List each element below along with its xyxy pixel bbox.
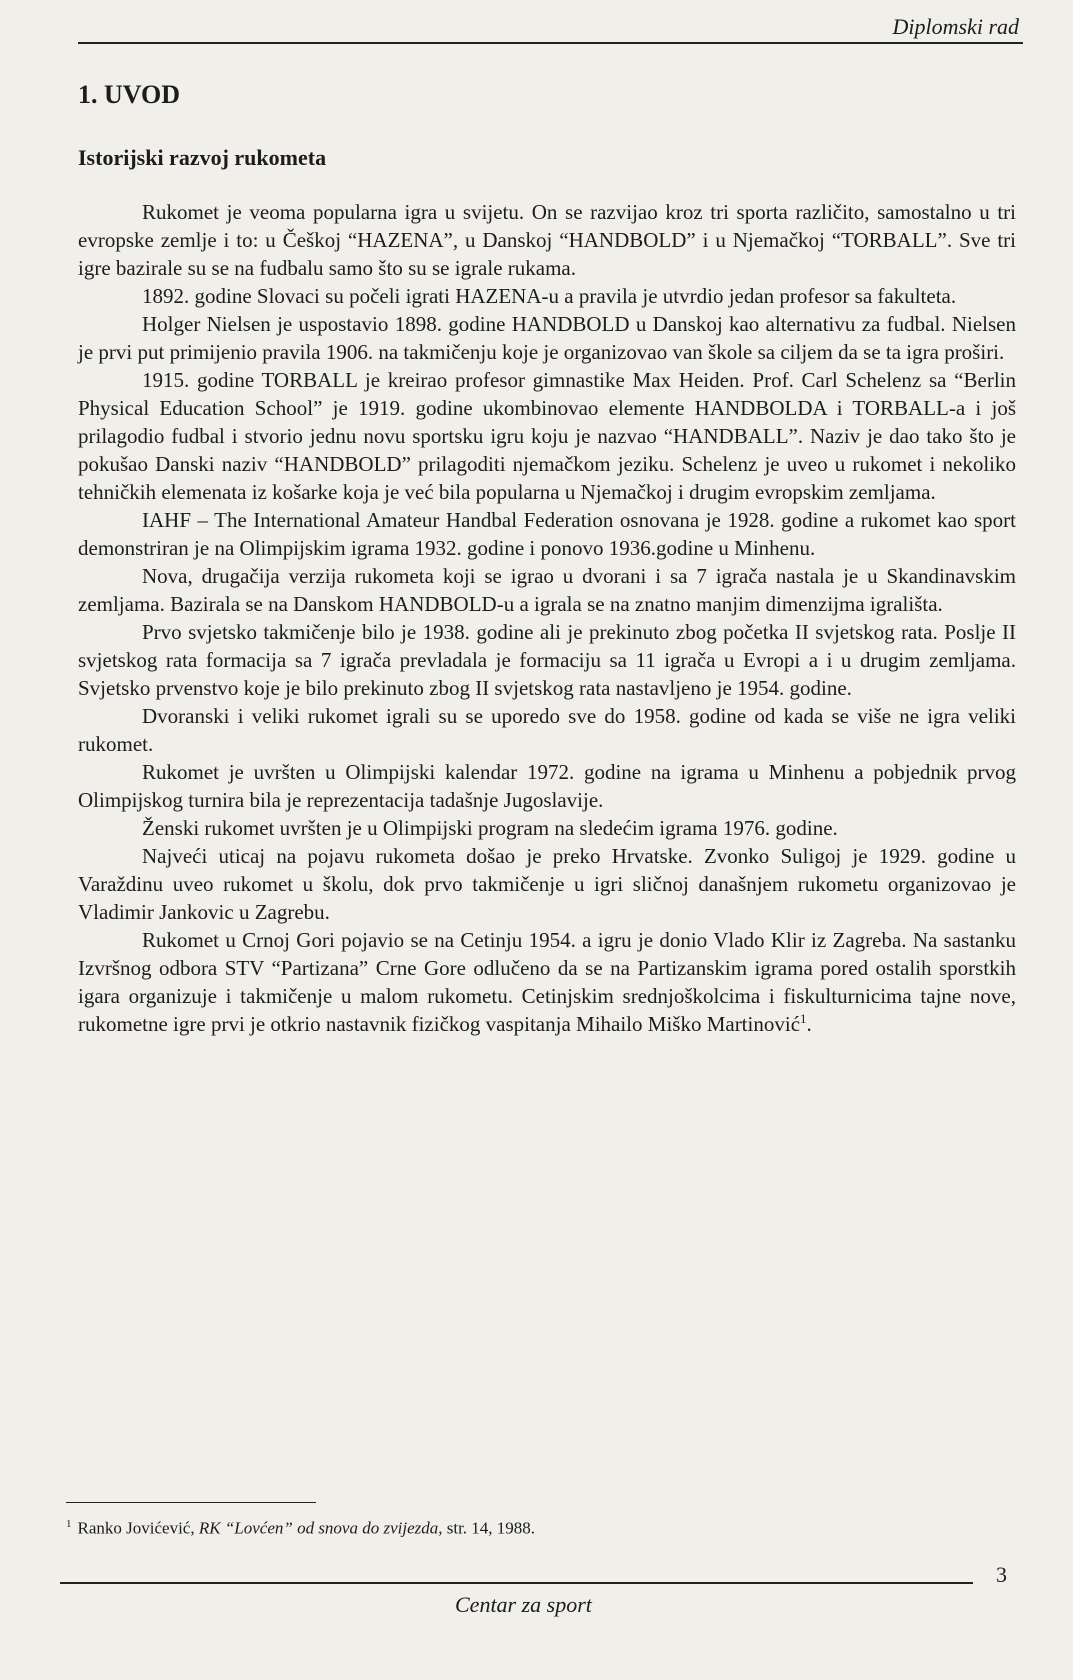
paragraph-with-footnote: Rukomet u Crnoj Gori pojavio se na Cetinju 1954. a igru je donio Vlado Klir iz Zagreba. Na sastanku Izvršnog odbora STV “Partizana” Crne Gore odlučeno da se na Partizanskim igrama pored ostalih sporstkih igara organizuje i takmičenje u malom rukometu. Cetinjskim srednjoškolcima i fiskulturnicima tajne nove, rukometne igre prvi je otkrio nastavnik fizičkog vaspitanja Mihailo Miško Martinović$^1$.: [78, 928, 1016, 1036]
footnote-reference: 1: [800, 1011, 807, 1026]
paragraph-text: Rukomet u Crnoj Gori pojavio se na Cetinju 1954. a igru je donio Vlado Klir iz Zagreba. Na sastanku Izvršnog odbora STV “Partizana” Crne Gore odlučeno da se na Partizanskim igrama pored ostalih sporstkih igara organizuje i takmičenje u malom rukometu. Cetinjskim srednjoškolcima i fiskulturnicima tajne nove, rukometne igre prvi je otkrio nastavnik fizičkog vaspitanja Mihailo Miško Martinović: [78, 928, 1016, 1036]
paragraph: Nova, drugačija verzija rukometa koji se igrao u dvorani i sa 7 igrača nastala je u Skandinavskim zemljama. Bazirala se na Danskom HANDBOLD-u a igrala se na znatno manjim dimenzijma igrališta.: [78, 564, 1016, 616]
footnote-rest: , str. 14, 1988.: [438, 1518, 536, 1538]
header-rule: [78, 42, 1023, 44]
paragraph: 1892. godine Slovaci su počeli igrati HAZENA-u a pravila je utvrdio jedan profesor sa fakulteta.: [142, 284, 957, 308]
paragraph: Dvoranski i veliki rukomet igrali su se uporedo sve do 1958. godine od kada se više ne igra veliki rukomet.: [78, 704, 1016, 756]
footnote-rule: [66, 1502, 316, 1503]
paragraph: Najveći uticaj na pojavu rukometa došao je preko Hrvatske. Zvonko Suligoj je 1929. godine u Varaždinu uveo rukomet u školu, dok prvo takmičenje u igri sličnoj današnjem rukometu organizovao je Vladimir Jankovic u Zagrebu.: [78, 844, 1016, 924]
chapter-title: 1. UVOD: [78, 80, 181, 109]
paragraph: Rukomet je veoma popularna igra u svijetu. On se razvijao kroz tri sporta različito, samostalno u tri evropske zemlje i to: u Češkoj “HAZENA”, u Danskoj “HANDBOLD” i u Njemačkoj “TORBALL”. Sve tri igre bazirale su se na fudbalu samo što su se igrale rukama.: [78, 200, 1016, 280]
running-header: Diplomski rad: [892, 14, 1019, 39]
footer-rule: [60, 1582, 973, 1584]
body-text: [78, 198, 1016, 1038]
paragraph: IAHF – The International Amateur Handbal Federation osnovana je 1928. godine a rukomet kao sport demonstriran je na Olimpijskim igrama 1932. godine i ponovo 1936.godine u Minhenu.: [78, 508, 1016, 560]
paragraph: 1915. godine TORBALL je kreirao profesor gimnastike Max Heiden. Prof. Carl Schelenz sa “Berlin Physical Education School” je 1919. godine ukombinovao elemente HANDBOLDA i TORBALL-a i još prilagodio fudbal i stvorio jednu novu sportsku igru koju je nazvao “HANDBALL”. Naziv je dao tako što je pokušao Danski naziv “HANDBOLD” prilagoditi njemačkom jeziku. Schelenz je uveo u rukomet i nekoliko tehničkih elemenata iz košarke koja je već bila popularna u Njemačkoj i drugim evropskim zemljama.: [78, 368, 1016, 504]
footnote-mark: 1: [66, 1518, 72, 1530]
running-footer: Centar za sport: [455, 1592, 592, 1617]
paragraph: Rukomet je uvršten u Olimpijski kalendar 1972. godine na igrama u Minhenu a pobjednik prvog Olimpijskog turnira bila je reprezentacija tadašnje Jugoslavije.: [78, 760, 1016, 812]
paragraph: Holger Nielsen je uspostavio 1898. godine HANDBOLD u Danskoj kao alternativu za fudbal. Nielsen je prvi put primijenio pravila 1906. na takmičenju koje je organizovao van škole sa ciljem da se ta igra proširi.: [78, 312, 1016, 364]
section-title: Istorijski razvoj rukometa: [78, 145, 327, 170]
page-number: 3: [996, 1562, 1007, 1587]
paragraph: Prvo svjetsko takmičenje bilo je 1938. godine ali je prekinuto zbog početka II svjetskog rata. Poslje II svjetskog rata formacija sa 7 igrača prevladala je formaciju sa 11 igrača u Evropi a i u drugim zemljama. Svjetsko prvenstvo koje je bilo prekinuto zbog II svjetskog rata nastavljeno je 1954. godine.: [78, 620, 1016, 700]
footnote: [66, 1518, 535, 1539]
footnote-title: RK “Lovćen” od snova do zvijezda: [198, 1518, 439, 1538]
footnote-author: Ranko Jovićević,: [77, 1518, 199, 1538]
paragraph: Ženski rukomet uvršten je u Olimpijski program na sledećim igrama 1976. godine.: [142, 816, 838, 840]
